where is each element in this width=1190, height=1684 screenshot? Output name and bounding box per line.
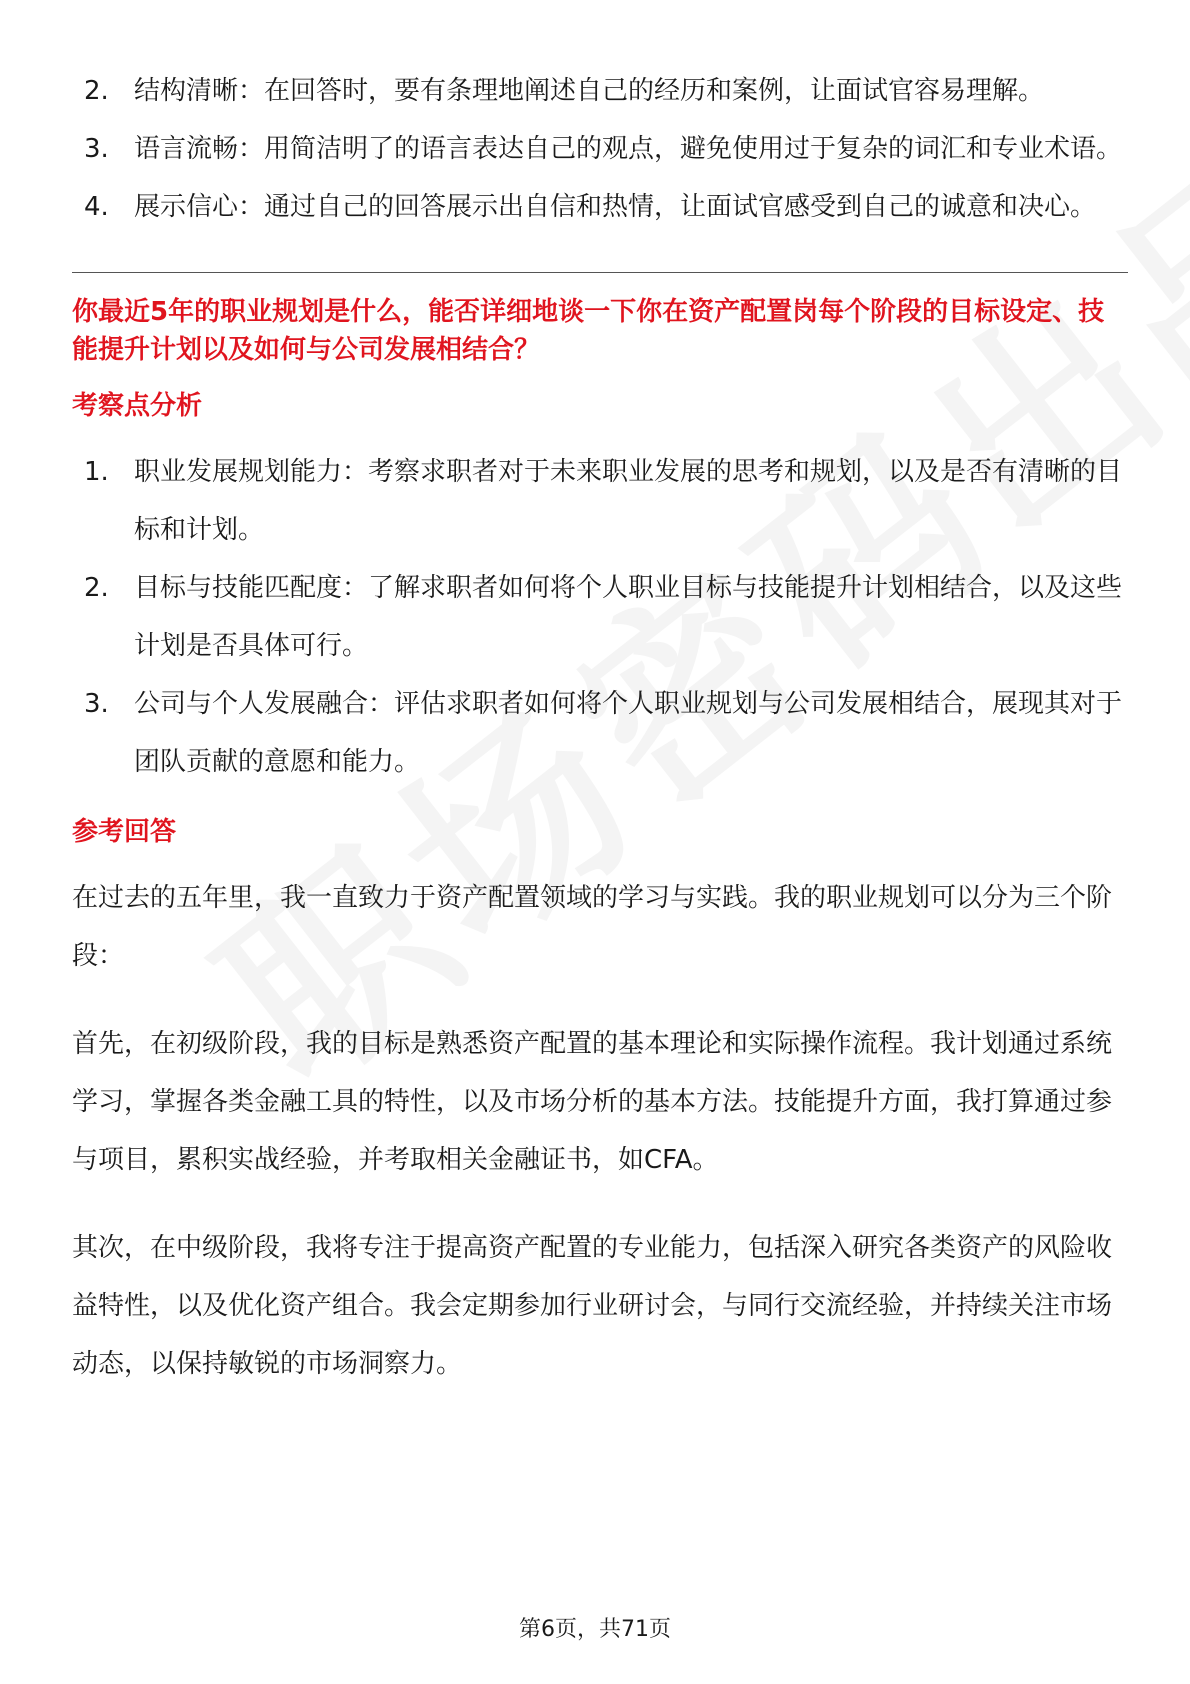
- list-item: [72, 120, 1128, 178]
- section-divider: [72, 272, 1128, 273]
- document-page: [72, 62, 1128, 1423]
- list-item-number: 3.: [84, 689, 109, 719]
- list-item-text: 展示信心：通过自己的回答展示出自信和热情，让面试官感受到自己的诚意和决心。: [134, 192, 1097, 222]
- list-item: [72, 62, 1128, 120]
- answer-paragraph: 其次，在中级阶段，我将专注于提高资产配置的专业能力，包括深入研究各类资产的风险收益特性，以及优化资产组合。我会定期参加行业研讨会，与同行交流经验，并持续关注市场动态，以保持敏锐的市场洞察力。: [72, 1233, 1113, 1379]
- list-item: [72, 443, 1128, 559]
- list-item-text: 目标与技能匹配度：了解求职者如何将个人职业目标与技能提升计划相结合，以及这些计划是否具体可行。: [134, 573, 1123, 661]
- top-list: [72, 62, 1128, 236]
- list-item-text: 语言流畅：用简洁明了的语言表达自己的观点，避免使用过于复杂的词汇和专业术语。: [134, 134, 1123, 164]
- list-item-number: 1.: [84, 457, 109, 487]
- answer-paragraph: 在过去的五年里，我一直致力于资产配置领域的学习与实践。我的职业规划可以分为三个阶段：: [72, 883, 1113, 971]
- analysis-list: [72, 443, 1128, 791]
- list-item-number: 2.: [84, 573, 109, 603]
- question-heading: 你最近5年的职业规划是什么，能否详细地谈一下你在资产配置岗每个阶段的目标设定、技能提升计划以及如何与公司发展相结合？: [72, 297, 1105, 365]
- page-footer: 第6页，共71页: [519, 1617, 671, 1642]
- analysis-heading: 考察点分析: [72, 391, 203, 421]
- list-item-number: 4.: [84, 192, 109, 222]
- list-item-text: 公司与个人发展融合：评估求职者如何将个人职业规划与公司发展相结合，展现其对于团队贡献的意愿和能力。: [134, 689, 1123, 777]
- answer-paragraph: 首先，在初级阶段，我的目标是熟悉资产配置的基本理论和实际操作流程。我计划通过系统学习，掌握各类金融工具的特性，以及市场分析的基本方法。技能提升方面，我打算通过参与项目，累积实战经验，并考取相关金融证书，如CFA。: [72, 1029, 1113, 1175]
- list-item-text: 职业发展规划能力：考察求职者对于未来职业发展的思考和规划，以及是否有清晰的目标和计划。: [134, 457, 1123, 545]
- list-item-number: 3.: [84, 134, 109, 164]
- list-item-text: 结构清晰：在回答时，要有条理地阐述自己的经历和案例，让面试官容易理解。: [134, 76, 1045, 106]
- list-item: [72, 178, 1128, 236]
- list-item: [72, 675, 1128, 791]
- answer-heading: 参考回答: [72, 817, 177, 847]
- list-item: [72, 559, 1128, 675]
- list-item-number: 2.: [84, 76, 109, 106]
